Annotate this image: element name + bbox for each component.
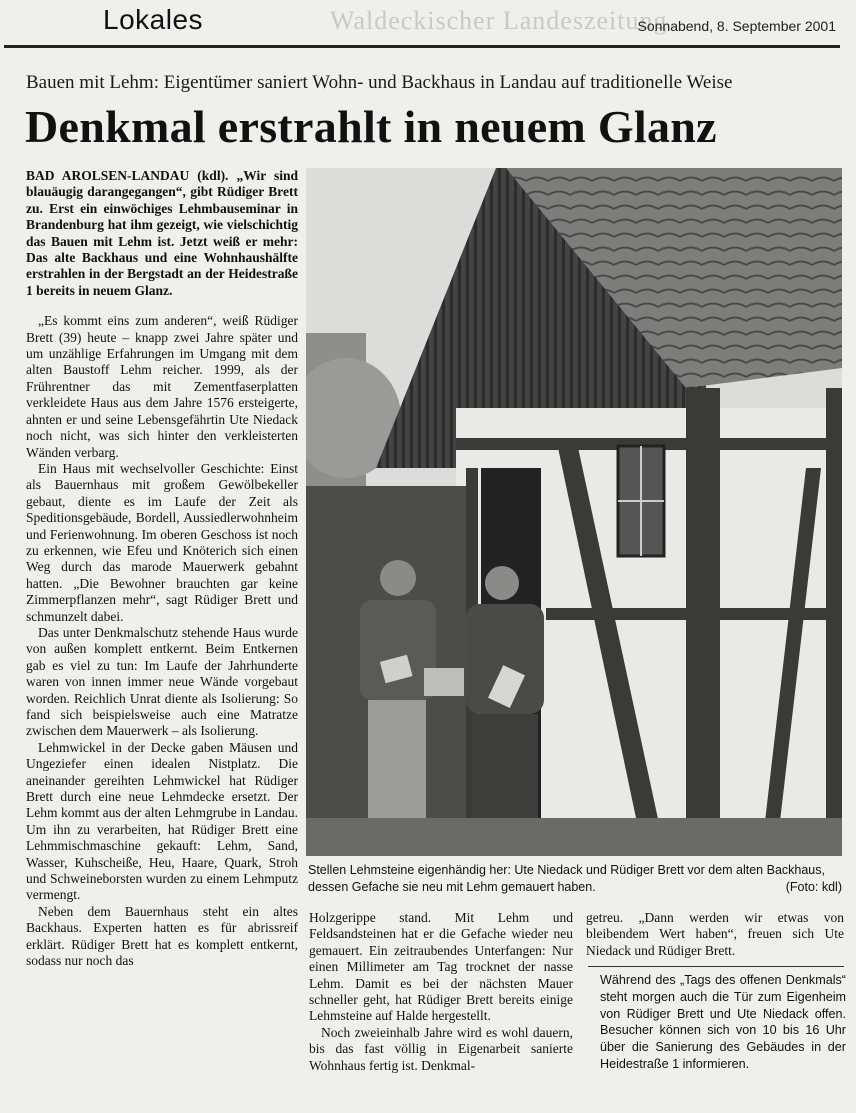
photo-credit: (Foto: kdl) (785, 880, 842, 894)
header-rule (4, 45, 840, 48)
body-paragraph: Neben dem Bauernhaus steht ein altes Backhaus. Experten hatten es für abrissreif erklärt. Rüdiger Brett hat es komplett entkernt, sodass nur noch das (26, 903, 298, 969)
issue-date: Sonnabend, 8. September 2001 (637, 18, 836, 34)
article-subhead: Bauen mit Lehm: Eigentümer saniert Wohn- und Backhaus in Landau auf traditionelle Weise (26, 72, 733, 93)
infobox-rule (588, 966, 844, 967)
bleed-through-text: Waldeckischer Landeszeitung (330, 6, 668, 35)
lead-paragraph: BAD AROLSEN-LANDAU (kdl). „Wir sind blauäugig darangegangen“, gibt Rüdiger Brett zu. Erst ein einwöchiges Lehmbauseminar in Brandenburg hat ihm gezeigt, wie vielschichtig das Bauen mit Lehm ist. Jetzt weiß er mehr: Das alte Backhaus und eine Wohnhaushälfte erstrahlen in der Bergstadt an der Heidestraße 1 bereits in neuem Glanz. (26, 168, 298, 298)
text-column-1 (26, 168, 298, 970)
timber-post (686, 388, 720, 856)
brick-mold (424, 668, 464, 696)
section-title: Lokales (103, 4, 204, 35)
photo-illustration (306, 168, 842, 856)
article-photo (306, 168, 842, 856)
body-paragraph: Noch zweieinhalb Jahre wird es wohl dauern, bis das fast völlig in Eigenarbeit sanierte Wohnhaus fertig ist. Denkmal- (309, 1024, 573, 1073)
event-infobox: Während des „Tags des offenen Denkmals“ steht morgen auch die Tür zum Eigenheim von Rüdiger Brett und Ute Niedack offen. Besucher können sich von 10 bis 16 Uhr über die Sanierung des Gebäudes in der Heidestraße 1 informieren. (600, 973, 846, 1071)
caption-text: Stellen Lehmsteine eigenhändig her: Ute Niedack und Rüdiger Brett vor dem alten Backhaus, dessen Gefache sie neu mit Lehm gemauert haben. (308, 863, 825, 894)
text-column-3 (586, 910, 844, 959)
body-paragraph: Lehmwickel in der Decke gaben Mäusen und Ungeziefer einen idealen Nistplatz. Die aneinander gereihten Lehmwickel hat Rüdiger Brett durch eine neue Lehmdecke ersetzt. Der Lehm kommt aus der alten Lehmgrube in Landau. Um ihn zu verarbeiten, hat Rüdiger Brett eine Lehmmischmaschine gekauft: Lehm, Sand, Wasser, Kuhscheiße, Heu, Haare, Quark, Stroh und Schweineborsten wurden zu einem Lehmputz vermengt. (26, 739, 298, 903)
person-man (360, 560, 436, 850)
timber-post (826, 388, 842, 856)
body-paragraph: Ein Haus mit wechselvoller Geschichte: Einst als Bauernhaus mit großem Gewölbekeller gebaut, diente es im Laufe der Zeit als Speditionsgebäude, Bordell, Aussiedlerwohnheim und Ferienwohnung. Im oberen Geschoss ist noch zu erkennen, wie Efeu und Knöterich sich einen Weg durch das marode Mauerwerk gebahnt hatten. „Die Bewohner brauchten gar keine Zimmerpflanzen mehr“, sagt Rüdiger Brett und schmunzelt dabei. (26, 460, 298, 624)
body-paragraph: „Es kommt eins zum anderen“, weiß Rüdiger Brett (39) heute – knapp zwei Jahre später und um unzählige Erfahrungen im Umgang mit dem alten Baustoff Lehm reicher. 1999, als der Frührentner das mit Zementfaserplatten verkleidete Haus aus dem Jahre 1576 ersteigerte, ahnten er und seine Lebensgefährtin Ute Niedack noch nicht, was sich hinter den verkleisterten Wänden verbarg. (26, 313, 298, 460)
article-headline: Denkmal erstrahlt in neuem Glanz (25, 101, 717, 152)
text-column-2 (309, 910, 573, 1074)
photo-caption (308, 862, 842, 896)
body-paragraph: getreu. „Dann werden wir etwas von bleibendem Wert haben“, freuen sich Ute Niedack und Rüdiger Brett. (586, 910, 844, 958)
page-header (0, 0, 856, 50)
body-paragraph: Das unter Denkmalschutz stehende Haus wurde von außen komplett entkernt. Beim Entkernen gab es viel zu tun: Im Laufe der Jahrhunderte waren von innen immer neue Wände vorgebaut worden. Reichlich Unrat diente als Isolierung: So fand sich beispielsweise auch eine Matratze zwischen dem Mauerwerk – als Isolierung. (26, 624, 298, 739)
ground (306, 818, 842, 856)
body-paragraph: Holzgerippe stand. Mit Lehm und Feldsandsteinen hat er die Gefache wieder neu gemauert. Ein zeitraubendes Unterfangen: Nur einen Millimeter am Tag trocknet der nasse Lehm. Damit es bei der nächsten Mauer schneller geht, hat Rüdiger Brett bereits einige Lehmsteine auf Halde hergestellt. (309, 910, 573, 1024)
